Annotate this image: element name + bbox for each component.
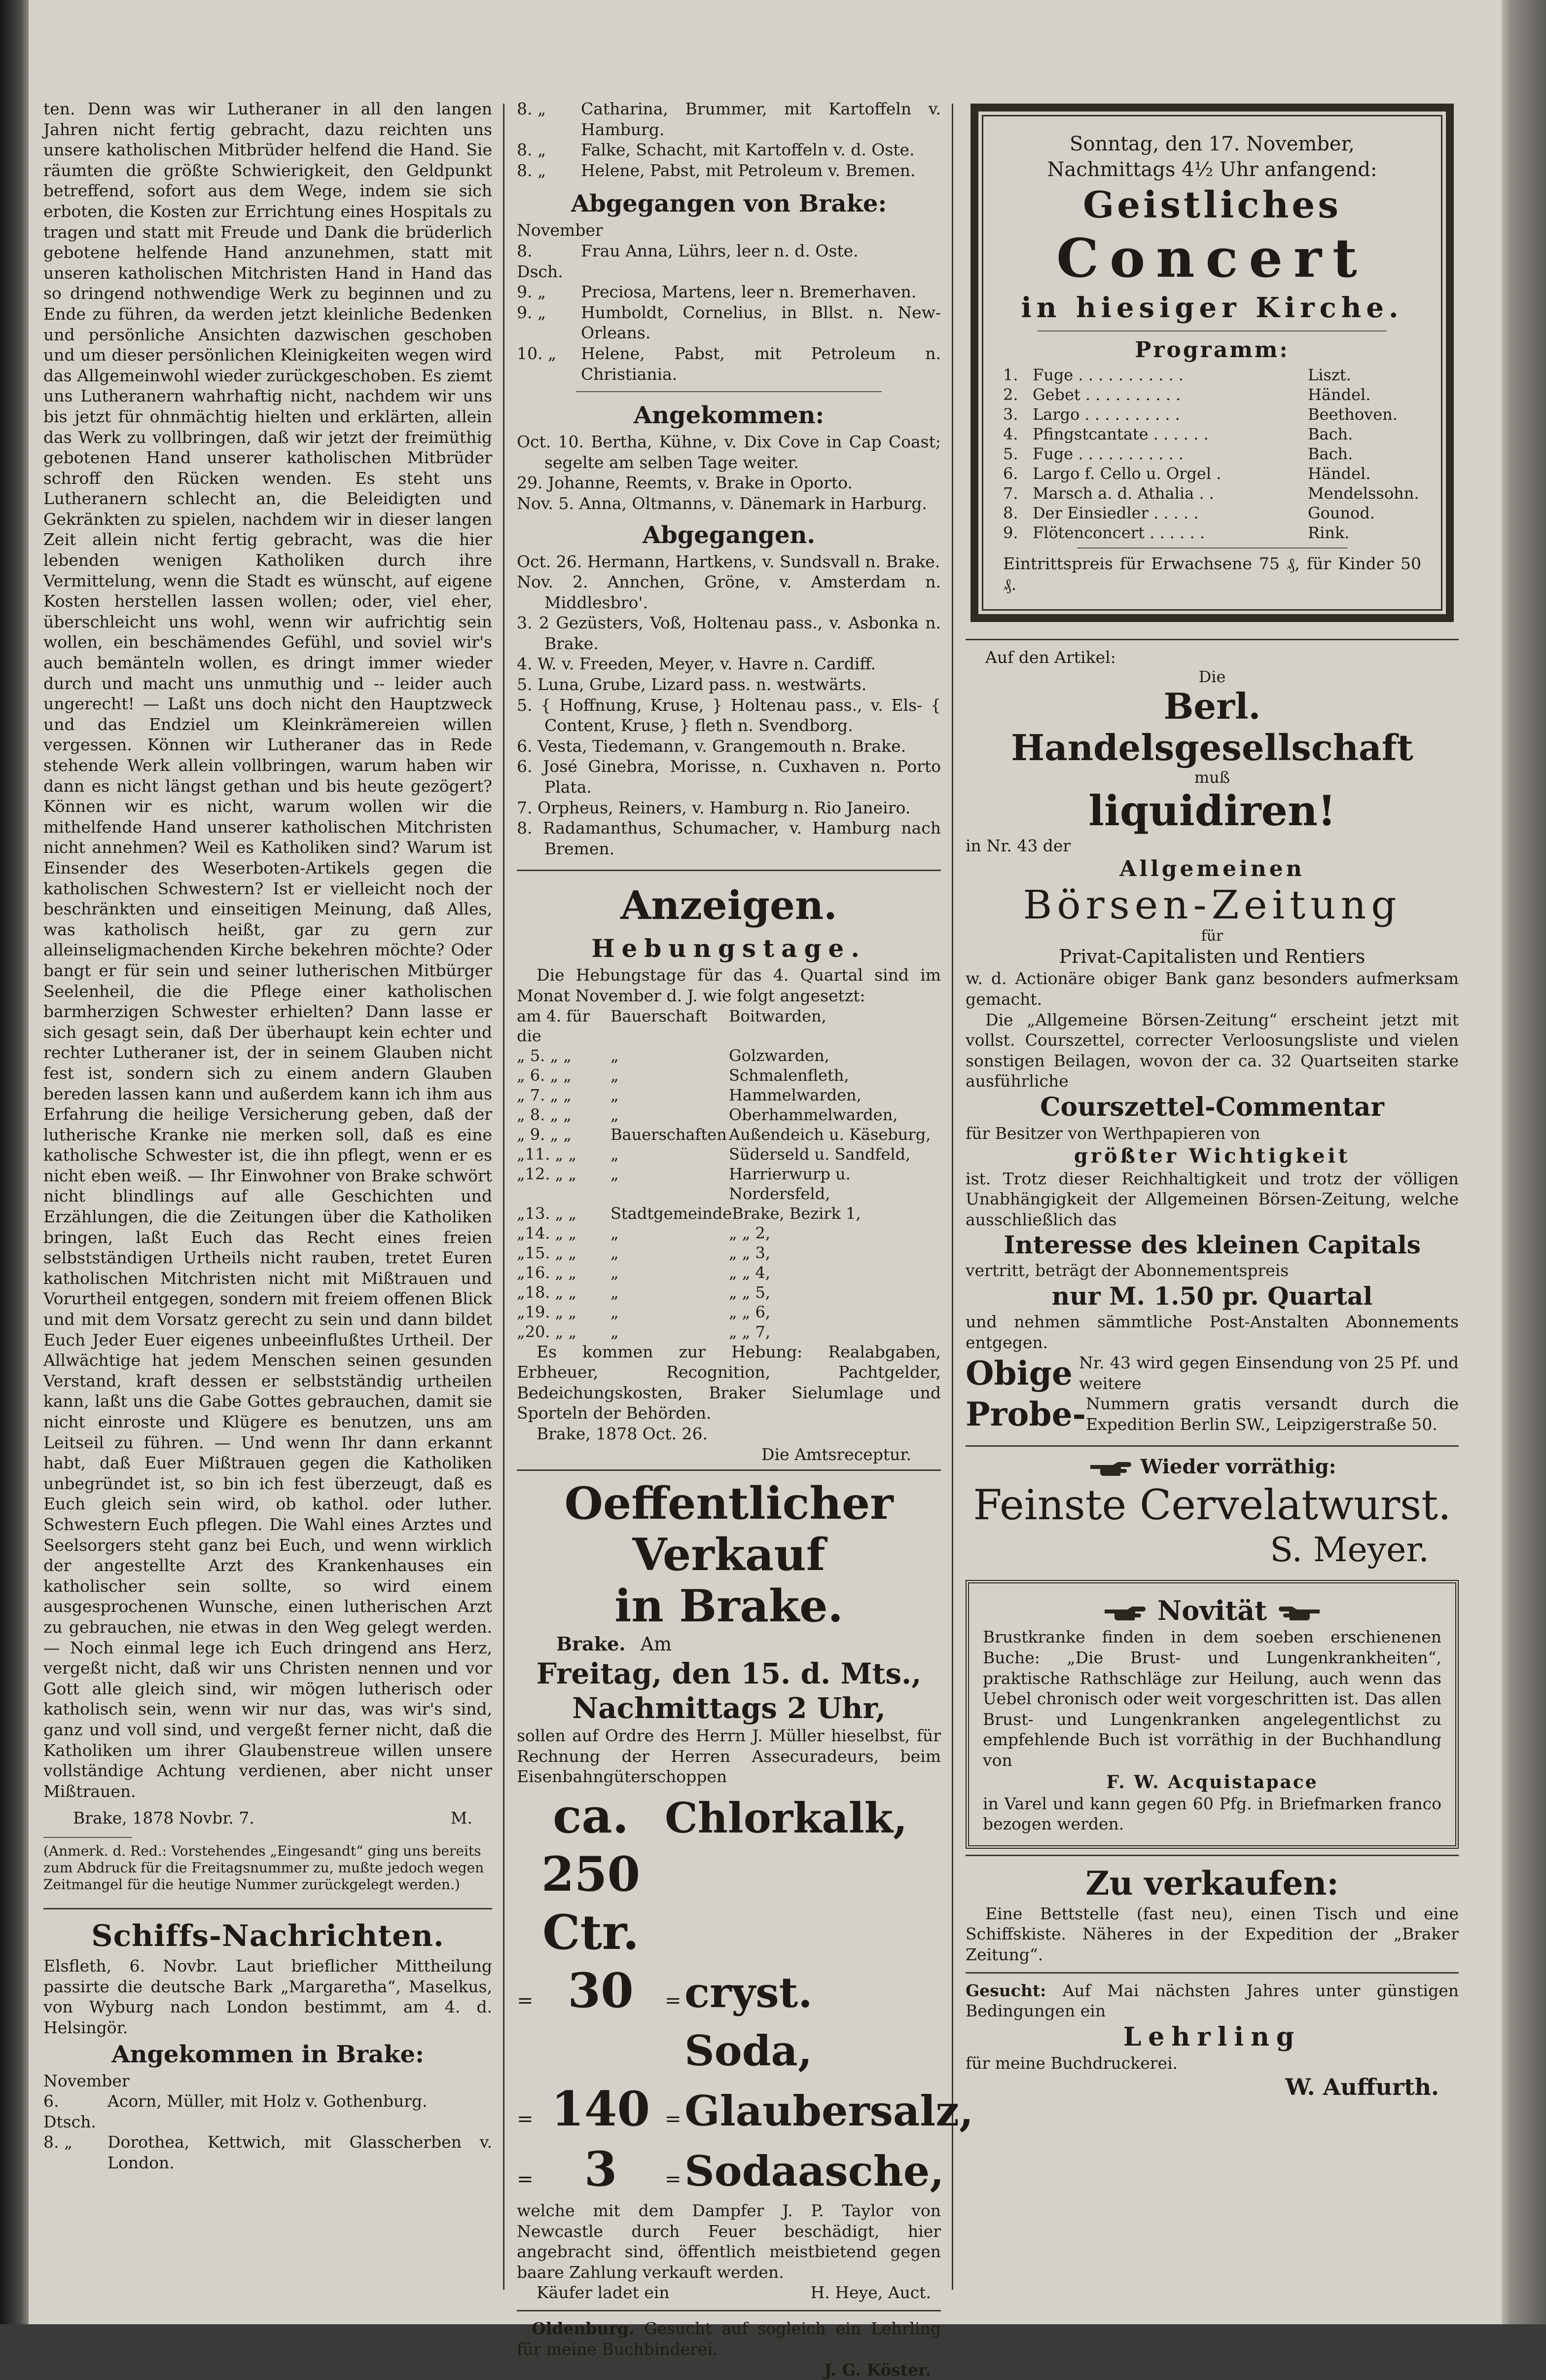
ad2-lead: Auf den Artikel: <box>966 647 1459 668</box>
ship-entry: 8. „ Falke, Schacht, mit Kartoffeln v. d. Oste. <box>517 140 941 160</box>
section-rule <box>517 870 941 871</box>
concert-price: Eintrittspreis für Erwachsene 75 ₰, für Kinder 50 ₰. <box>998 553 1426 594</box>
signature-initial: M. <box>451 1806 472 1830</box>
ad6-sign: W. Auffurth. <box>966 2073 1459 2101</box>
column-1 <box>43 99 492 2295</box>
sale-time: Nachmittags 2 Uhr, <box>517 1691 941 1725</box>
program-item: 8. Der Einsiedler . . . . . Gounod. <box>1003 503 1421 523</box>
article-body: ten. Denn was wir Lutheraner in all den langen Jahren nicht fertig gebracht, dazu reichten uns unsere katholischen Mitbrüder helfend die Hand. Sie räumten die größte Schwierigkeit, den Geldpunkt betreffend, sofort aus dem Wege, indem sie sich erboten, die Kosten zur Errichtung eines Hospitals zu tragen und statt mit Freude und Dank die brüderlich gebotene helfende Hand anzunehmen, statt mit unseren katholischen Mitchristen Hand in Hand das so dringend nothwendige Werk zu beginnen und zu Ende zu führen, da werden jetzt kleinliche Bedenken und persönliche Ansichten dazwischen geschoben und um dieser persönlichen Kleinigkeiten wegen wird das Allgemeinwohl wieder zurückgeschoben. Es ziemt uns Lutheranern wahrhaftig nicht, nachdem wir uns bis jetzt für ohnmächtig hielten und erklärten, allein das Werk zu vollbringen, daß wir jetzt der freimüthig gebotenen Hand unserer katholischen Mitbrüder schroff den Rücken wenden. Es steht uns Lutheranern schlecht an, die Beleidigten und Gekränkten zu spielen, nachdem wir in dieser langen Zeit allein nicht fertig gebracht, was die hier lebenden wenigen Katholiken durch ihre Vermittelung, wenn die Stadt es wünscht, auf eigene Kosten herstellen lassen wollen; oder, viel eher, überschleicht uns wohl, wenn wir aufrichtig sein wollen, ein beschämendes Gefühl, und soviel wir's auch bemänteln wollen, es dringt immer wieder durch und macht uns unmuthig und -- leider auch ungerecht! — Laßt uns doch nicht den Hauptzweck und das Endziel um Kleinkrämereien willen vergessen. Können wir Lutheraner das in Rede stehende Werk allein vollbringen, warum haben wir dann es nicht längst gethan und bis heute gezögert? Können wir es nicht, warum wollen wir die mithelfende Hand unserer katholischen Mitchristen nicht annehmen? Weil es Katholiken sind? Warum ist Einsender des Weserboten-Artikels gegen die katholischen Schwestern? Ist er vielleicht noch der beschränkten und einseitigen Meinung, daß Alles, was katholisch heißt, gar zu gern zur alleinseligmachenden Kirche bekehren möchte? Oder bangt er für sein und seiner lutherischen Mitbürger Seelenheil, die die Pflege einer katholischen barmherzigen Schwester erhielten? Dann lasse er sich gesagt sein, daß Der überhaupt kein echter und rechter Lutheraner ist, der in seinem Glauben nicht fest ist, sondern sich zu einem andern Glauben bereden lassen kann und außerdem kann ich ihm aus Erfahrung die heilige Versicherung geben, daß der lutherische Kranke nie merken soll, daß es eine katholische Schwester ist, die ihn pflegt, wenn er es nicht eben weiß. — Ihr Einwohner von Brake schwört nicht blindlings auf alle Geschichten und Erzählungen, die die Zeitungen über die Katholiken bringen, laßt Euch das Recht eines freien selbstständigen Urtheils nicht rauben, tretet Euren katholischen Mitchristen nicht mit Mißtrauen und Vorurtheil entgegen, sondern mit freiem offenen Blick und mit dem Vorsatz gerecht zu sein und dann bildet Euch Jeder Euer eigenes unbeeinflußtes Urtheil. Der Allwächtige hat jedem Menschen seinen gesunden Verstand, kraft dessen er selbstständig urtheilen kann, laßt uns die Gabe Gottes gebrauchen, damit sie nicht einroste und Klügere es benutzen, uns am Leitseil zu führen. — Und wenn Ihr dann erkannt habt, daß Euer Mißtrauen gegen die Katholiken unbegründet ist, so bin ich fest überzeugt, daß es Euch gleich sein wird, ob kathol. oder luther. Schwestern Euch pflegen. Die Wahl eines Arztes und Seelsorgers steht ganz bei Euch, und wenn wirklich der angestellte Arzt des Krankenhauses ein katholischer sein sollte, so wird einem ausgesprochenen Wunsche, einen lutherischen Arzt zu gebrauchen, nie etwas in den Weg gelegt werden. — Noch einmal lege ich Euch dringend ans Herz, vergeßt nicht, daß wir uns Christen nennen und vor Gott alle gleich sind, wir mögen lutherisch oder katholisch sein, wenn wir nur das, was wir's sind, ganz und voll sind, und vergeßt ferner nicht, daß die Katholiken um ihrer Glaubenstreue willen unsere vollständige Achtung verdienen, aber nicht unser Mißtrauen. <box>43 99 492 1801</box>
divider <box>1038 330 1387 331</box>
hebung-row: „ 9. „ „ Bauerschaften Außendeich u. Käseburg, <box>517 1125 941 1144</box>
ad4-text1: Brustkranke finden in dem soeben erschienenen Buche: „Die Brust- und Lungenkrankheiten“, praktische Rathschläge zur Heilung, auch wenn das Uebel chronisch oder weit vorgeschritten ist. Das allen Brust- und Lungenkranken angelegentlichst zu empfehlende Buch ist vorräthig in der Buchhandlung von <box>983 1627 1441 1770</box>
ad6-title: Lehrling <box>966 2021 1459 2053</box>
ad2-boersen: Börsen-Zeitung <box>966 882 1459 928</box>
section-rule <box>966 1855 1459 1856</box>
section-rule <box>966 639 1459 640</box>
concert-title-2: Concert <box>998 228 1426 289</box>
ads-heading: Anzeigen. <box>517 878 941 932</box>
oldenburg-place: Oldenburg. <box>532 2319 634 2338</box>
program-item: 7. Marsch a. d. Athalia . . Mendelssohn. <box>1003 483 1421 503</box>
ad2-title: Berl. Handelsgesellschaft <box>966 686 1459 769</box>
sale-title: Oeffentlicher Verkauf <box>517 1478 941 1580</box>
program-item: 9. Flötenconcert . . . . . . Rink. <box>1003 523 1421 543</box>
sale-place: Brake. <box>556 1632 626 1656</box>
program-item: 4. Pfingstcantate . . . . . . Bach. <box>1003 424 1421 444</box>
ship-entry: 10. „ Helene, Pabst, mit Petroleum n. Christiania. <box>517 343 941 384</box>
binding-shadow-left <box>0 0 29 2324</box>
arrived-entry: Oct. 10. Bertha, Kühne, v. Dix Cove in Cap Coast; segelte am selben Tage weiter. <box>517 432 941 473</box>
hebung-intro: Die Hebungstage für das 4. Quartal sind im Monat November d. J. wie folgt angesetzt: <box>517 965 941 1006</box>
program-item: 6. Largo f. Cello u. Orgel . Händel. <box>1003 464 1421 483</box>
ad2-obige-label: Obige <box>966 1355 1079 1392</box>
hebung-heading: Hebungstage. <box>517 932 941 965</box>
column-3 <box>966 99 1459 2295</box>
hebung-row: am 4. für die Bauerschaft Boitwarden, <box>517 1006 941 1046</box>
pointing-hand-icon <box>1088 1460 1134 1477</box>
ad6-text <box>966 1980 1459 2021</box>
program-item: 2. Gebet . . . . . . . . . . Händel. <box>1003 385 1421 404</box>
departed-entry: 5. { Hoffnung, Kruse, } Holtenau pass., v. Els- { Content, Kruse, } fleth n. Svendborg. <box>517 695 941 736</box>
hebung-row: „13. „ „ Stadtgemeinde Brake, Bezirk 1, <box>517 1204 941 1223</box>
ad3-sign: S. Meyer. <box>966 1530 1459 1571</box>
note-rule <box>43 1837 132 1838</box>
divider <box>576 391 882 392</box>
departed-entry: Nov. 2. Annchen, Gröne, v. Amsterdam n. Middlesbro'. <box>517 572 941 613</box>
ad6-lead: Gesucht: <box>966 1981 1046 2000</box>
shipping-text: Elsfleth, 6. Novbr. Laut brieflicher Mittheilung passirte die deutsche Bark „Margaretha“, Maselkus, von Wyburg nach London bestimmt, am 4. d. Helsingör. <box>43 1956 492 2038</box>
ad2-target: Privat-Capitalisten und Rentiers <box>966 945 1459 968</box>
ad5-text: Eine Bettstelle (fast neu), einen Tisch und eine Schiffskiste. Näheres in der Expedition der „Braker Zeitung“. <box>966 1904 1459 1965</box>
ad2-text3: für Besitzer von Werthpapieren von <box>966 1123 1459 1144</box>
sale-date: Freitag, den 15. d. Mts., <box>517 1656 941 1691</box>
concert-date: Sonntag, den 17. November, <box>998 131 1426 157</box>
ad2-grosser: größter Wichtigkeit <box>966 1144 1459 1169</box>
ad4-novitaet <box>966 1580 1459 1848</box>
departed-entry: 7. Orpheus, Reiners, v. Hamburg n. Rio Janeiro. <box>517 798 941 818</box>
concert-title-3: in hiesiger Kirche. <box>998 289 1426 327</box>
hebung-row: „20. „ „ „ „ „ 7, <box>517 1322 941 1342</box>
ship-entry: 8. Dsch. Frau Anna, Lührs, leer n. d. Oste. <box>517 241 941 282</box>
signature-place: Brake, 1878 Novbr. 7. <box>73 1806 254 1830</box>
ad4-text2: in Varel und kann gegen 60 Pfg. in Briefmarken franco bezogen werden. <box>983 1794 1441 1834</box>
section-rule <box>517 2310 941 2311</box>
ad2-obige <box>966 1353 1459 1393</box>
sale-sign-line <box>517 2282 941 2303</box>
oldenburg-sign: J. G. Köster. <box>517 2360 941 2380</box>
sale-auctioneer: H. Heye, Auct. <box>810 2282 931 2303</box>
arrived-heading: Angekommen: <box>517 399 941 432</box>
sale-item: = 3 = Sodaasche, <box>517 2140 941 2200</box>
arrived-entry: 29. Johanne, Reemts, v. Brake in Oporto. <box>517 473 941 493</box>
program-item: 3. Largo . . . . . . . . . . Beethoven. <box>1003 404 1421 424</box>
ad2-probe-label: Probe- <box>966 1395 1086 1433</box>
sale-text: welche mit dem Dampfer J. P. Taylor von Newcastle durch Feuer beschädigt, hier angebracht sind, öffentlich meistbietend gegen baare Zahlung verkauft werden. <box>517 2200 941 2282</box>
ship-entry: 9. „ Preciosa, Martens, leer n. Bremerhaven. <box>517 282 941 302</box>
ad2-in-nr: in Nr. 43 der <box>966 836 1459 856</box>
ad2-text5: vertritt, beträgt der Abonnementspreis <box>966 1260 1459 1281</box>
sale-item: = 140 = Glaubersalz, <box>517 2080 941 2140</box>
program-item: 5. Fuge . . . . . . . . . . . Bach. <box>1003 444 1421 464</box>
sale-buyer-label: Käufer ladet ein <box>537 2282 670 2303</box>
editor-note: (Anmerk. d. Red.: Vorstehendes „Eingesandt“ ging uns bereits zum Abdruck für die Freitagsnummer zu, mußte jedoch wegen Zeitmangel für die heutige Nummer zurückgelegt werden.) <box>43 1843 492 1893</box>
sale-intro: sollen auf Ordre des Herrn J. Müller hieselbst, für Rechnung der Herren Assecuradeurs, beim Eisenbahngüterschoppen <box>517 1725 941 1787</box>
hebung-row: „ 8. „ „ „ Oberhammelwarden, <box>517 1105 941 1125</box>
month-label: November <box>517 220 941 241</box>
divider <box>1077 548 1347 549</box>
ad2-text2: Die „Allgemeine Börsen-Zeitung“ erscheint jetzt mit vollst. Courszettel, correcter Verloosungsliste und vielen sonstigen Beilagen, wovon der ca. 32 Quartseiten starke ausführliche <box>966 1010 1459 1092</box>
concert-ad <box>971 104 1454 622</box>
ad2-obige-text: Nr. 43 wird gegen Einsendung von 25 Pf. und weitere <box>1079 1353 1459 1393</box>
ad5-title: Zu verkaufen: <box>966 1863 1459 1904</box>
ad6-body: Auf Mai nächsten Jahres unter günstigen Bedingungen ein <box>966 1981 1459 2021</box>
departed-entry: 8. Radamanthus, Schumacher, v. Hamburg nach Bremen. <box>517 818 941 859</box>
hebung-row: „15. „ „ „ „ „ 3, <box>517 1243 941 1263</box>
hebung-table <box>517 1006 941 1342</box>
oldenburg-text: Gesucht auf sogleich ein Lehrling für meine Buchbinderei. <box>517 2319 941 2359</box>
newspaper-page <box>29 0 1502 2324</box>
ad2-interesse: Interesse des kleinen Capitals <box>966 1230 1459 1260</box>
sale-place-line <box>517 1632 941 1656</box>
ad4-seller: F. W. Acquistapace <box>983 1771 1441 1794</box>
hebung-row: „11. „ „ „ Süderseld u. Sandfeld, <box>517 1144 941 1164</box>
concert-title-1: Geistliches <box>998 183 1426 228</box>
section-rule <box>966 1445 1459 1447</box>
program-heading: Programm: <box>998 335 1426 365</box>
ad2-probe <box>966 1393 1459 1434</box>
departed-entry: 4. W. v. Freeden, Meyer, v. Havre n. Cardiff. <box>517 654 941 674</box>
ad2-muss: muß <box>966 769 1459 786</box>
ship-entry: 8. „ Dorothea, Kettwich, mit Glasscherben v. London. <box>43 2132 492 2173</box>
ad4-title: Novität <box>1157 1595 1267 1626</box>
hebung-row: „ 7. „ „ „ Hammelwarden, <box>517 1085 941 1105</box>
departed-brake-heading: Abgegangen von Brake: <box>517 187 941 220</box>
article-signature <box>43 1806 492 1830</box>
ad2-text6: und nehmen sämmtliche Post-Anstalten Abonnements entgegen. <box>966 1312 1459 1353</box>
column-rule <box>952 104 953 2290</box>
ship-entry: 8. „ Helene, Pabst, mit Petroleum v. Bremen. <box>517 160 941 181</box>
ad2-commentar: Courszettel-Commentar <box>966 1092 1459 1123</box>
ship-entry: 8. „ Catharina, Brummer, mit Kartoffeln v. Hamburg. <box>517 99 941 140</box>
ad2-fuer: für <box>966 928 1459 945</box>
concert-time: Nachmittags 4½ Uhr anfangend: <box>998 157 1426 183</box>
shipping-heading: Schiffs-Nachrichten. <box>43 1916 492 1956</box>
sale-am: Am <box>641 1632 672 1656</box>
ad2-text1: w. d. Actionäre obiger Bank ganz besonders aufmerksam gemacht. <box>966 968 1459 1009</box>
hebung-row: „18. „ „ „ „ „ 5, <box>517 1282 941 1302</box>
hebung-row: „16. „ „ „ „ „ 4, <box>517 1263 941 1282</box>
sale-item: = 30 = cryst. Soda, <box>517 1962 941 2080</box>
hebung-row: „ 5. „ „ „ Golzwarden, <box>517 1046 941 1065</box>
departed-heading: Abgegangen. <box>517 519 941 551</box>
hebung-note: Es kommen zur Hebung: Realabgaben, Erbheuer, Recognition, Pachtgelder, Bedeichungskosten, Braker Sielumlage und Sporteln der Behörden. <box>517 1342 941 1424</box>
column-rule <box>503 104 504 2290</box>
departed-entry: 3. 2 Gezüsters, Voß, Holtenau pass., v. Asbonka n. Brake. <box>517 613 941 654</box>
program-list <box>998 365 1426 543</box>
ad3-lead <box>966 1454 1459 1480</box>
sale-title-place: in Brake. <box>517 1580 941 1632</box>
hebung-date: Brake, 1878 Oct. 26. <box>517 1424 941 1444</box>
binding-shadow-right <box>1502 0 1546 2324</box>
ad2-probe-text: Nummern gratis versandt durch die Expedition Berlin SW., Leipzigerstraße 50. <box>1086 1393 1459 1434</box>
oldenburg-ad <box>517 2318 941 2359</box>
departed-entry: Oct. 26. Hermann, Hartkens, v. Sundsvall n. Brake. <box>517 551 941 572</box>
hebung-row: „14. „ „ „ „ „ 2, <box>517 1223 941 1243</box>
ad2-die: Die <box>966 668 1459 686</box>
month-label: November <box>43 2071 492 2091</box>
sale-item: ca. 250 Ctr. Chlorkalk, <box>517 1787 941 1962</box>
section-rule <box>517 1469 941 1471</box>
ad2-liquid: liquidiren! <box>966 786 1459 836</box>
hebung-sign: Die Amtsreceptur. <box>517 1444 941 1465</box>
departed-entry: 6. Vesta, Tiedemann, v. Grangemouth n. Brake. <box>517 736 941 757</box>
departed-entry: 6. José Ginebra, Morisse, n. Cuxhaven n. Porto Plata. <box>517 756 941 797</box>
ad6-text2: für meine Buchdruckerei. <box>966 2053 1459 2074</box>
ad2-allg: Allgemeinen <box>966 856 1459 882</box>
pointing-hand-icon <box>1103 1605 1148 1621</box>
departed-entry: 5. Luna, Grube, Lizard pass. n. westwärts. <box>517 674 941 695</box>
section-rule <box>966 1972 1459 1974</box>
column-2 <box>517 99 941 2295</box>
hebung-row: „19. „ „ „ „ „ 6, <box>517 1302 941 1322</box>
ship-entry: 6. Dtsch. Acorn, Müller, mit Holz v. Gothenburg. <box>43 2091 492 2132</box>
ad2-price: nur M. 1.50 pr. Quartal <box>966 1281 1459 1312</box>
section-rule <box>43 1908 492 1909</box>
hebung-row: „12. „ „ „ Harrierwurp u. Nordersfeld, <box>517 1164 941 1204</box>
ad4-title-line <box>983 1594 1441 1627</box>
ad3-title: Feinste Cervelatwurst. <box>966 1480 1459 1530</box>
ship-entry: 9. „ Humboldt, Cornelius, in Bllst. n. New-Orleans. <box>517 302 941 343</box>
hebung-row: „ 6. „ „ „ Schmalenfleth, <box>517 1065 941 1085</box>
ad2-text4: ist. Trotz dieser Reichhaltigkeit und trotz der völligen Unabhängigkeit der Allgemeinen Börsen-Zeitung, welche ausschließlich das <box>966 1169 1459 1230</box>
ad3-lead-text: Wieder vorräthig: <box>1141 1455 1336 1478</box>
arrived-brake-heading: Angekommen in Brake: <box>43 2038 492 2071</box>
pointing-hand-icon <box>1276 1605 1322 1621</box>
arrived-entry: Nov. 5. Anna, Oltmanns, v. Dänemark in Harburg. <box>517 493 941 514</box>
program-item: 1. Fuge . . . . . . . . . . . Liszt. <box>1003 365 1421 385</box>
